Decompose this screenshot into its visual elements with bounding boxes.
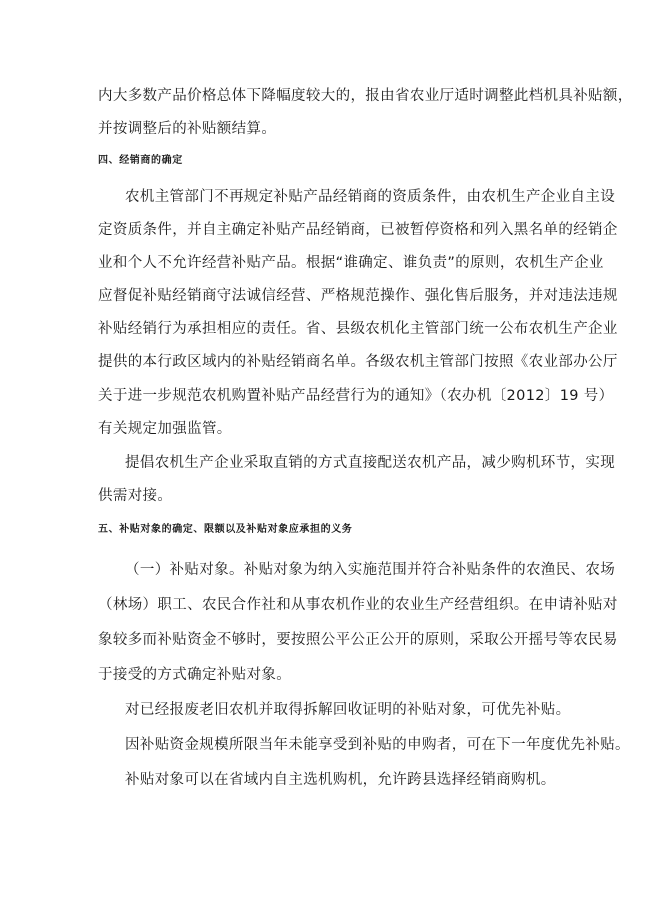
paragraph-line: 于接受的方式确定补贴对象。 [98,667,292,683]
section-heading-subsidy-recipients: 五、补贴对象的确定、限额以及补贴对象应承担的义务 [98,524,353,535]
paragraph-line: 对已经报废老旧农机并取得拆解回收证明的补贴对象，可优先补贴。 [125,702,571,718]
section-heading-dealers: 四、经销商的确定 [98,155,183,166]
paragraph-line: 农机主管部门不再规定补贴产品经销商的资质条件，由农机生产企业自主设 [125,189,616,205]
paragraph-line: 象较多而补贴资金不够时，要按照公平公正公开的原则，采取公开摇号等农民易 [98,632,618,648]
paragraph-line: 定资质条件，并自主确定补贴产品经销商，已被暂停资格和列入黑名单的经销企 [98,222,618,238]
paragraph-line: 并按调整后的补贴额结算。 [98,121,277,137]
paragraph-line: 因补贴资金规模所限当年未能享受到补贴的申购者，可在下一年度优先补贴。 [125,737,630,753]
paragraph-line: （一）补贴对象。补贴对象为纳入实施范围并符合补贴条件的农渔民、农场 [125,562,616,578]
paragraph-line: 业和个人不允许经营补贴产品。根据“谁确定、谁负责”的原则，农机生产企业 [98,255,604,271]
paragraph-line: 提供的本行政区域内的补贴经销商名单。各级农机主管部门按照《农业部办公厅 [98,354,618,370]
paragraph-line: 补贴经销行为承担相应的责任。省、县级农机化主管部门统一公布农机生产企业 [98,321,618,337]
paragraph-line: 有关规定加强监管。 [98,421,232,437]
paragraph-line: 关于进一步规范农机购置补贴产品经营行为的通知》（农办机〔2012〕19 号） [98,388,614,404]
paragraph-line: 应督促补贴经销商守法诚信经营、严格规范操作、强化售后服务，并对违法违规 [98,288,618,304]
paragraph-line: 供需对接。 [98,488,173,504]
paragraph-line: 补贴对象可以在省域内自主选机购机，允许跨县选择经销商购机。 [125,772,556,788]
paragraph-line: （林场）职工、农民合作社和从事农机作业的农业生产经营组织。在申请补贴对 [98,597,618,613]
paragraph-line: 提倡农机生产企业采取直销的方式直接配送农机产品，减少购机环节，实现 [125,455,616,471]
paragraph-line: 内大多数产品价格总体下降幅度较大的，报由省农业厅适时调整此档机具补贴额， [98,88,633,104]
